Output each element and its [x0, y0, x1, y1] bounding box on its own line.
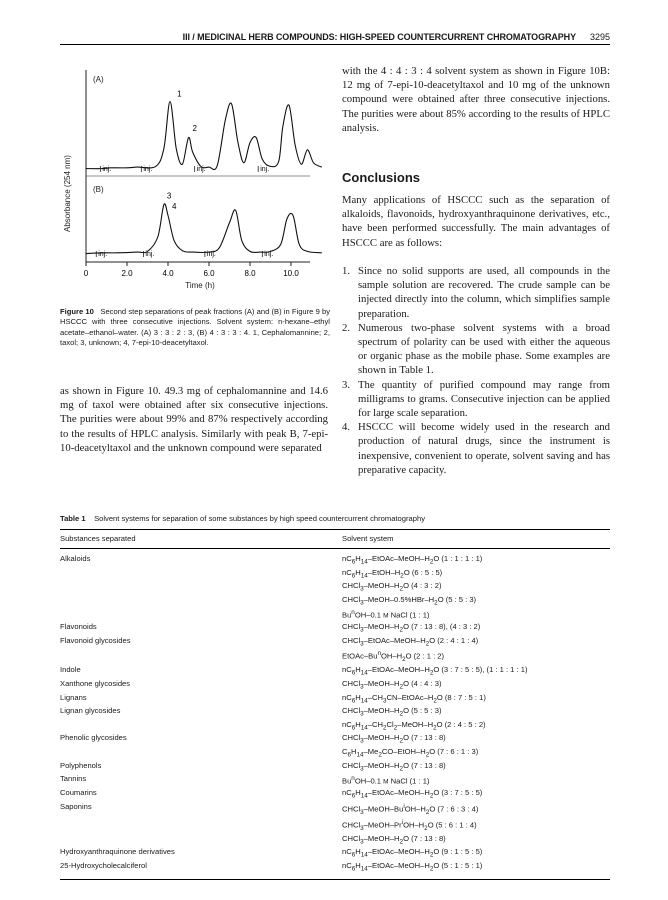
- table-row: [60, 802, 610, 818]
- series-a-trace: [86, 102, 322, 170]
- cell-solvent-system: EtOAc–$Bu^nOH-H_2O$ (2 : 1 : 2): [342, 650, 445, 664]
- cell-solvent-system: $nC_6H_{14}-EtOAc-MeOH-H_2O$ (5 : 1 : 5 : 1): [342, 861, 483, 873]
- table-row: [60, 622, 610, 636]
- cell-substance: Hydroxyanthraquinone derivatives: [60, 847, 175, 857]
- cell-solvent-system: $CHCl_3-MeOH-H_2O$ (5 : 5 : 3): [342, 706, 442, 718]
- table-caption-text: Solvent systems for separation of some substances by high speed countercurrent chromatography: [94, 514, 425, 523]
- cell-substance: [60, 747, 342, 761]
- list-item: [342, 264, 610, 321]
- right-paragraph: with the 4 : 4 : 3 : 4 solvent system as shown in Figure 10B: 12 mg of 7-epi-10-deacetyltaxol and 10 mg of the unknown compound were obtained after three consecutive injections. The purities were about 85% according to the results of HPLC analysis.: [342, 65, 610, 134]
- table-1: [60, 514, 610, 880]
- list-item-number: 4.: [342, 421, 351, 434]
- cell-substance: [60, 608, 342, 622]
- cell-substance: Phenolic glycosides: [60, 733, 127, 743]
- conclusions-intro: Many applications of HSCCC such as the separation of alkaloids, flavonoids, hydroxyanthraquinone derivatives, etc., have been performed successfully. The main advantages of HSCCC are as follows:: [342, 194, 610, 249]
- cell-substance: [60, 720, 342, 734]
- cell-solvent-system: $CHCl_3-EtOAc-MeOH-H_2O$ (2 : 4 : 1 : 4): [342, 635, 479, 648]
- table-row: [60, 761, 610, 775]
- injection-label: inj.: [196, 166, 206, 173]
- column-header-solvent-system: Solvent system: [342, 530, 610, 549]
- list-item: [342, 321, 610, 378]
- y-axis-label: Absorbance (254 nm): [63, 155, 72, 232]
- cell-substance: [60, 595, 342, 609]
- chromatogram-figure: [60, 62, 332, 302]
- x-tick-label: 8.0: [244, 269, 256, 278]
- x-tick-label: 6.0: [203, 269, 215, 278]
- table-row: [60, 581, 610, 595]
- running-title: III / MEDICINAL HERB COMPOUNDS: HIGH-SPEED COUNTERCURRENT CHROMATOGRAPHY: [182, 32, 576, 42]
- cell-solvent-system: $nC_6H_{14}-CH_3CN-EtOAc-H_2O$ (8 : 7 : 5 : 1): [342, 692, 486, 705]
- injection-label: inj.: [145, 251, 155, 258]
- table-row: [60, 549, 610, 568]
- x-tick-label: 0: [83, 269, 89, 278]
- table-row: [60, 720, 610, 734]
- table-row: [60, 608, 610, 622]
- table-row: [60, 693, 610, 707]
- table-row: [60, 847, 610, 861]
- injection-label: inj.: [102, 166, 112, 173]
- panel-b-label: (B): [93, 185, 104, 194]
- table-row: [60, 733, 610, 747]
- cell-solvent-system: Bu$^n$OH–0.1 M NaCl (1 : 1): [342, 775, 430, 786]
- table-row: [60, 774, 610, 788]
- series-b-trace: [86, 201, 322, 254]
- cell-substance: Alkaloids: [60, 554, 91, 563]
- injection-label: inj.: [98, 251, 108, 258]
- cell-substance: Xanthone glycosides: [60, 679, 131, 689]
- cell-solvent-system: $CHCl_3-MeOH-Bu^iOH-H_2O$ (7 : 6 : 3 : 4): [342, 802, 479, 816]
- cell-solvent-system: Bu$^n$OH–0.1 M NaCl (1 : 1): [342, 609, 430, 620]
- cell-solvent-system: $CHCl_3-MeOH-H_2O$ (7 : 13 : 8), (4 : 3 : 2): [342, 622, 481, 634]
- cell-solvent-system: $CHCl_3-MeOH-H_2O$ (4 : 3 : 2): [342, 581, 442, 593]
- column-header-substances: Substances separated: [60, 530, 342, 549]
- cell-substance: Indole: [60, 665, 81, 675]
- cell-substance: Flavonoids: [60, 622, 97, 632]
- peak-label-2: 2: [192, 124, 197, 133]
- peak-label-4: 4: [172, 201, 177, 211]
- cell-solvent-system: $CHCl_3-MeOH-H_2O$ (7 : 13 : 8): [342, 733, 446, 745]
- cell-substance: Lignan glycosides: [60, 706, 121, 716]
- figure-caption-label: Figure 10: [60, 307, 94, 316]
- cell-substance: Tannins: [60, 774, 87, 784]
- injection-label: inj.: [143, 166, 153, 173]
- cell-solvent-system: $nC_6H_{14}-EtOAc-MeOH-H_2O$ (3 : 7 : 5 : 5): [342, 787, 483, 800]
- table-row: [60, 834, 610, 848]
- figure-caption-text: Second step separations of peak fractions (A) and (B) in Figure 9 by HSCCC with three consecutive injections. Solvent system: n-hexane–ethyl acetate–ethanol–water. (A) 3 : 3 : 2 : 3, (B) 4 : 3 : 3 : 4. 1, Cephalomannine; 2, taxol; 3, unknown; 4, 7-epi-10-deacetyltaxol.: [60, 307, 330, 348]
- table-row: [60, 636, 610, 650]
- cell-substance: Saponins: [60, 801, 92, 811]
- peak-label-3: 3: [166, 191, 172, 201]
- table-row: [60, 568, 610, 582]
- figure-caption: [60, 307, 330, 349]
- cell-substance: Flavonoid glycosides: [60, 635, 131, 645]
- table-body: [60, 549, 610, 880]
- cell-substance: [60, 568, 342, 582]
- cell-solvent-system: $CHCl_3-MeOH-0.5\%HBr-H_2O$ (5 : 5 : 3): [342, 594, 477, 607]
- table-row: [60, 649, 610, 665]
- cell-substance: [60, 818, 342, 834]
- table-row: [60, 595, 610, 609]
- solvent-systems-table: [60, 529, 610, 880]
- cell-solvent-system: $CHCl_3-MeOH-H_2O$ (7 : 13 : 8): [342, 833, 446, 846]
- table-row: [60, 861, 610, 879]
- advantages-list: [342, 264, 610, 477]
- cell-solvent-system: $CHCl_3-MeOH-H_2O$ (4 : 4 : 3): [342, 679, 442, 691]
- x-tick-label: 4.0: [162, 269, 174, 278]
- x-tick-label: 10.0: [283, 269, 299, 278]
- cell-solvent-system: $CHCl_3-MeOH-Pr^iOH-H_2O$ (5 : 6 : 1 : 4): [342, 818, 477, 832]
- cell-solvent-system: $nC_6H_{14}-EtOAc-MeOH-H_2O$ (3 : 7 : 5 : 5), (1 : 1 : 1 : 1): [342, 665, 528, 677]
- panel-a-label: (A): [93, 75, 104, 84]
- list-item-text: HSCCC will become widely used in the research and production of natural drugs, since the instrument is inexpensive, convenient to operate, solvent saving and has preparative capacity.: [358, 421, 610, 476]
- x-axis-label: Time (h): [185, 281, 215, 290]
- injection-label: inj.: [260, 166, 270, 173]
- cell-substance: [60, 649, 342, 665]
- cell-substance: 25-Hydroxycholecalciferol: [60, 861, 147, 871]
- list-item-text: Since no solid supports are used, all compounds in the sample solution are recovered. The crude sample can be injected directly into the column, which simplifies sample preparation.: [358, 265, 610, 320]
- list-item: [342, 378, 610, 421]
- table-row: [60, 818, 610, 834]
- cell-substance: Lignans: [60, 692, 87, 702]
- conclusions-heading: Conclusions: [342, 170, 421, 185]
- cell-substance: Coumarins: [60, 787, 97, 797]
- list-item-text: Numerous two-phase solvent systems with a broad spectrum of polarity can be used with either the aqueous or organic phase as the mobile phase. Some examples are shown in Table 1.: [358, 321, 610, 377]
- cell-solvent-system: $nC_6H_{14}-EtOAc-MeOH-H_2O$ (9 : 1 : 5 : 5): [342, 847, 483, 859]
- cell-substance: [60, 581, 342, 595]
- cell-solvent-system: $nC_6H_{14}-EtOAc-MeOH-H_2O$ (1 : 1 : 1 : 1): [342, 554, 483, 566]
- table-row: [60, 679, 610, 693]
- table-row: [60, 788, 610, 802]
- cell-solvent-system: $C_6H_{14}-Me_2CO-EtOH-H_2O$ (7 : 6 : 1 : 3): [342, 747, 479, 759]
- cell-substance: Polyphenols: [60, 760, 102, 770]
- list-item-number: 1.: [342, 265, 351, 277]
- list-item-text: The quantity of purified compound may range from milligrams to grams. Consecutive injection can be applied for large scale separation.: [358, 378, 610, 420]
- x-tick-label: 2.0: [121, 269, 133, 278]
- table-caption-label: Table 1: [60, 514, 86, 523]
- list-item: [342, 420, 610, 477]
- cell-substance: [60, 834, 342, 848]
- page-number: 3295: [589, 32, 610, 42]
- injection-label: inj.: [264, 251, 274, 258]
- cell-solvent-system: $nC_6H_{14}-EtOH-H_2O$ (6 : 5 : 5): [342, 567, 443, 580]
- cell-solvent-system: $CHCl_3-MeOH-H_2O$ (7 : 13 : 8): [342, 760, 446, 773]
- peak-label-1: 1: [177, 89, 182, 99]
- table-row: [60, 665, 610, 679]
- left-paragraph: as shown in Figure 10. 49.3 mg of cephalomannine and 14.6 mg of taxol were obtained after six consecutive injections. The purities were about 99% and 87% respectively according to the results of HPLC analysis. Similarly with peak B, 7-epi-10-deacetyltaxol and the unknown compound were separated: [60, 385, 328, 454]
- table-row: [60, 706, 610, 720]
- running-header: [60, 32, 610, 45]
- table-caption: [60, 514, 610, 523]
- injection-label: inj.: [206, 251, 216, 258]
- list-item-number: 3.: [342, 378, 351, 391]
- table-row: [60, 747, 610, 761]
- list-item-number: 2.: [342, 321, 351, 334]
- cell-solvent-system: $nC_6H_{14}-CH_2Cl_2-MeOH-H_2O$ (2 : 4 : 5 : 2): [342, 719, 486, 732]
- table-header-row: [60, 530, 610, 549]
